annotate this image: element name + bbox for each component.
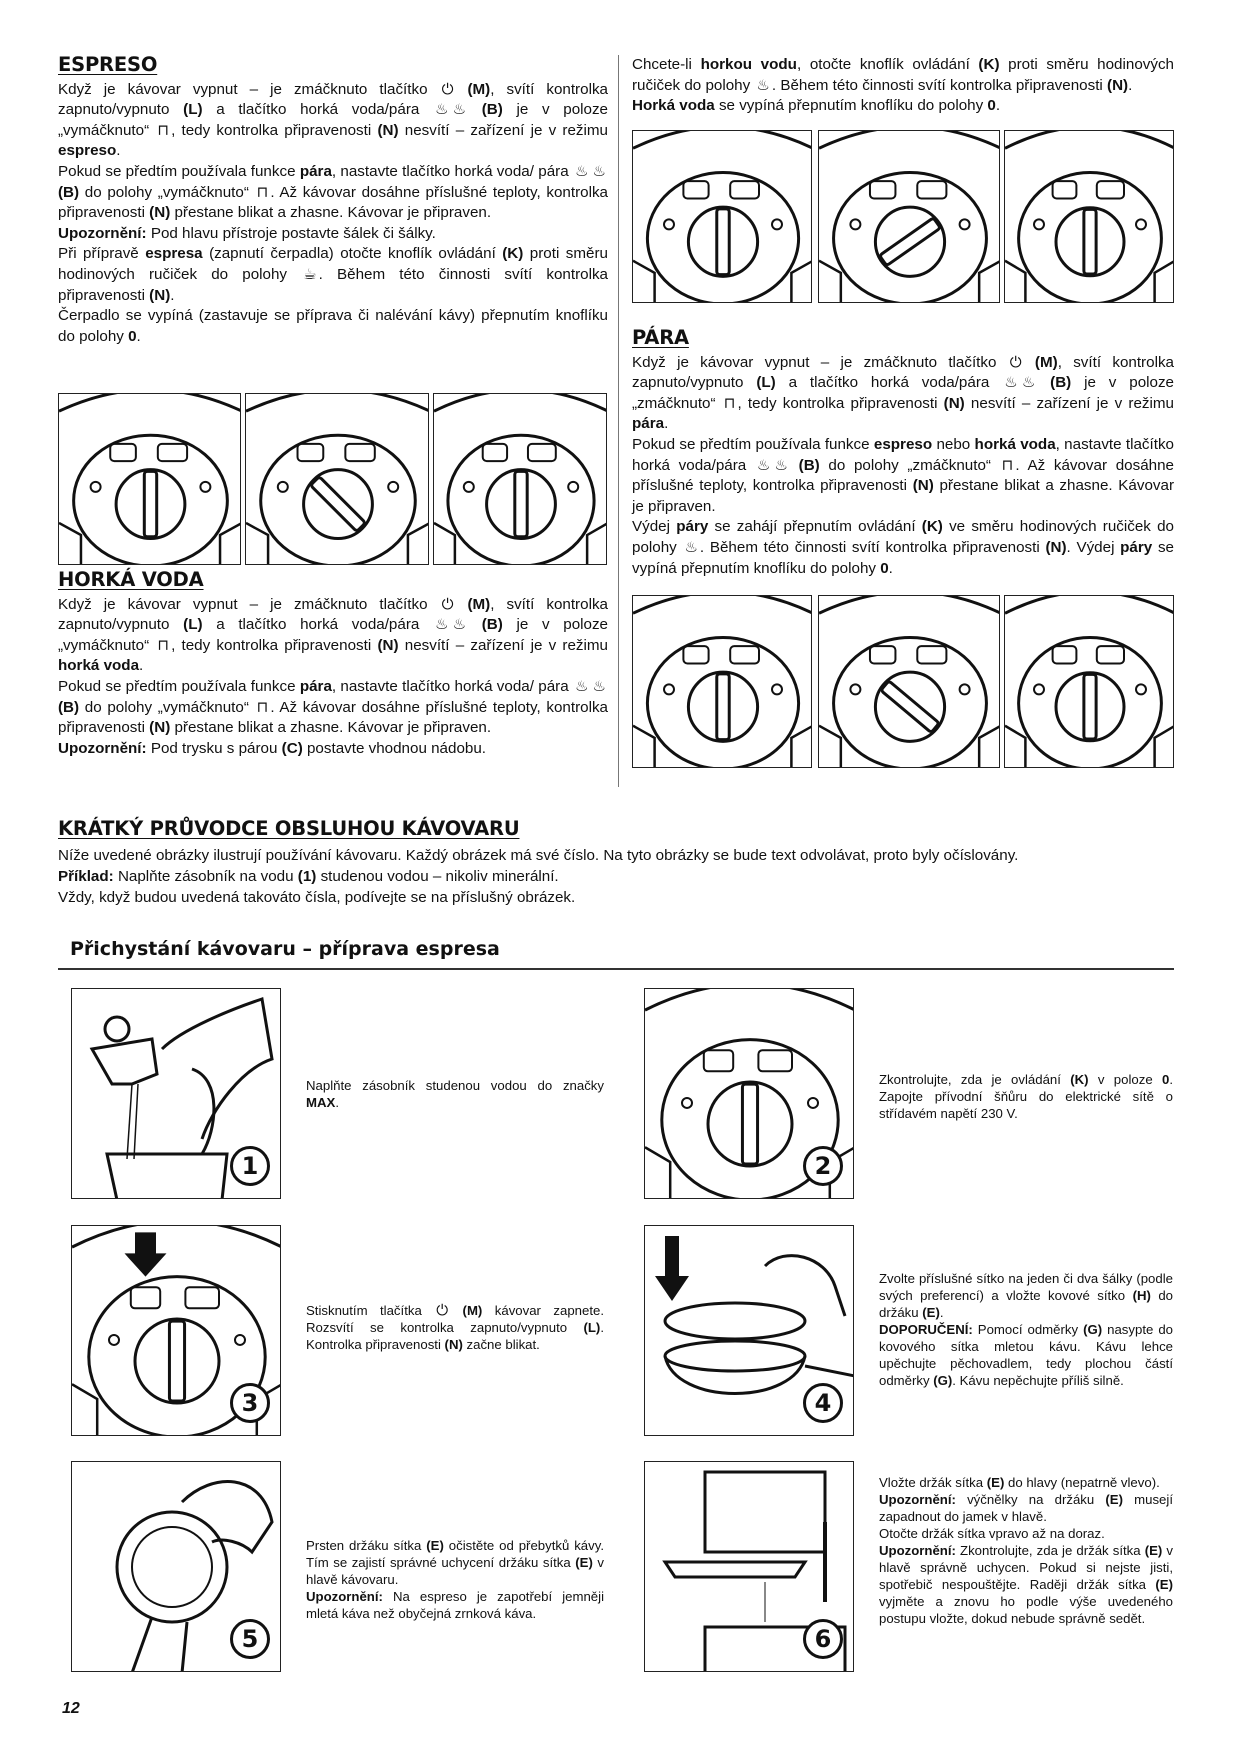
control-dial-illustration bbox=[434, 394, 607, 565]
step-3-paragraph: Stisknutím tlačítka ⏻ (M) kávovar zapnete. Rozsvítí se kontrolka zapnuto/vypnuto (L). Kontrolka připravenosti (N) začne blikat. bbox=[306, 1302, 604, 1352]
step-figure-2 bbox=[644, 988, 854, 1199]
control-dial-illustration bbox=[246, 394, 429, 565]
horka-voda-dial-figure-1 bbox=[632, 130, 812, 303]
espreso-dial-figure-1 bbox=[58, 393, 241, 565]
guide-p1: Níže uvedené obrázky ilustrují používání kávovaru. Každý obrázek má své číslo. Na tyto obrázky se bude text odvolávat, proto byly očíslovány. bbox=[58, 847, 1019, 864]
para-p2: Pokud se předtím používala funkce espreso nebo horká voda, nastavte tlačítko horká voda/pára ♨ ♨ (B) do polohy „zmáčknuto“ ⊓ . Až kávovar dosáhne příslušné teploty, kontrolka připravenosti (N) přestane blikat a zhasne. Kávovar je připraven. bbox=[632, 435, 1175, 515]
espreso-dial-figure-2 bbox=[245, 393, 429, 565]
horka-voda-dial-figure-2 bbox=[818, 130, 1000, 303]
step-6-paragraph-4: Upozornění: Zkontrolujte, zda je držák sítka (E) v hlavě správně uchycen. Pokud si nejste jisti, spotřebič nespouštějte. Raději držák sítka (E) vyjměte a znovu ho podle výše uvedeného postupu vložte, dokud nebude správně sedět. bbox=[879, 1543, 1174, 1626]
guide-title: KRÁTKÝ PRŮVODCE OBSLUHOU KÁVOVARU bbox=[58, 817, 520, 840]
step-text-5 bbox=[306, 1537, 604, 1622]
horka-voda-cont-p2: Horká voda se vypíná přepnutím knoflíku do polohy 0. bbox=[632, 97, 1001, 115]
inline-symbol-icon: ♨ bbox=[684, 538, 698, 556]
para-section bbox=[632, 328, 1174, 579]
para-dial-figure-2 bbox=[818, 595, 1000, 768]
inline-symbol-icon: ♨ ♨ bbox=[574, 162, 606, 180]
horka-voda-cont-p1: Chcete-li horkou vodu, otočte knoflík ovládání (K) proti směru hodinových ručiček do polohy ♨ . Během této činnosti svítí kontrolka připravenosti (N). bbox=[632, 55, 1174, 96]
step-6-paragraph-3: Otočte držák sítka vpravo až na doraz. bbox=[879, 1526, 1105, 1541]
inline-symbol-icon: ⏻ bbox=[441, 595, 454, 613]
para-dial-figure-3 bbox=[1004, 595, 1174, 768]
espreso-p2: Pokud se předtím používala funkce pára, nastavte tlačítko horká voda/ pára ♨ ♨ (B) do polohy „vymáčknuto“ ⊓ . Až kávovar dosáhne příslušné teploty, kontrolka připravenosti (N) přestane blikat a zhasne. Kávovar je připraven. bbox=[58, 162, 608, 222]
step-text-6 bbox=[879, 1474, 1173, 1627]
step-6-paragraph-2: Upozornění: výčnělky na držáku (E) musejí zapadnout do jamek v hlavě. bbox=[879, 1492, 1173, 1524]
horka-voda-p1: Když je kávovar vypnut – je zmáčknuto tlačítko ⏻ (M), svítí kontrolka zapnuto/vypnuto (L) a tlačítko horká voda/pára ♨ ♨ (B) je v poloze „vymáčknuto“ ⊓ , tedy kontrolka připravenosti (N) nesvítí – zařízení je v režimu horká voda. bbox=[58, 595, 609, 675]
espreso-dial-figure-3 bbox=[433, 393, 607, 565]
step-1-paragraph: Naplňte zásobník studenou vodou do značky MAX. bbox=[306, 1078, 604, 1110]
step-2-paragraph: Zkontrolujte, zda je ovládání (K) v poloze 0. Zapojte přívodní šňůru do elektrické sítě o střídavém napětí 230 V. bbox=[879, 1072, 1173, 1121]
step-5-paragraph-2: Upozornění: Na espreso je zapotřebí jemněji mletá káva než obyčejná zrnková káva. bbox=[306, 1589, 604, 1621]
para-title: PÁRA bbox=[632, 326, 689, 349]
step-number-2: 2 bbox=[803, 1146, 843, 1186]
inline-symbol-icon: ⊓ bbox=[157, 121, 170, 139]
step-text-4 bbox=[879, 1270, 1173, 1389]
inline-symbol-icon: ⏻ bbox=[1009, 353, 1022, 371]
step-number-6: 6 bbox=[803, 1619, 843, 1659]
step-4-paragraph-2: DOPORUČENÍ: Pomocí odměrky (G) nasypte do kovového sítka mletou kávu. Kávu lehce upěchujte pěchovadlem, tedy plochou částí odměrky (G). Kávu nepěchujte příliš silně. bbox=[879, 1322, 1173, 1388]
espreso-title: ESPRESO bbox=[58, 53, 158, 76]
step-6-paragraph-1: Vložte držák sítka (E) do hlavy (nepatrně vlevo). bbox=[879, 1475, 1160, 1490]
inline-symbol-icon: ♨ ♨ bbox=[435, 616, 467, 634]
inline-symbol-icon: ⏻ bbox=[436, 1302, 449, 1319]
step-5-paragraph-1: Prsten držáku sítka (E) očistěte od přebytků kávy. Tím se zajistí správné uchycení držáku sítka (E) v hlavě kávovaru. bbox=[306, 1538, 605, 1587]
horka-voda-section bbox=[58, 570, 608, 759]
step-figure-3 bbox=[71, 1225, 281, 1436]
step-text-2 bbox=[879, 1071, 1173, 1122]
control-dial-illustration bbox=[59, 394, 241, 565]
horka-voda-continued bbox=[632, 55, 1174, 117]
inline-symbol-icon: ⏻ bbox=[441, 80, 454, 98]
step-figure-5 bbox=[71, 1461, 281, 1672]
inline-symbol-icon: ♨ ♨ bbox=[435, 101, 467, 119]
horka-voda-p2: Pokud se předtím používala funkce pára, nastavte tlačítko horká voda/ pára ♨ ♨ (B) do polohy „vymáčknuto“ ⊓ . Až kávovar dosáhne příslušné teploty, kontrolka připravenosti (N) přestane blikat a zhasne. Kávovar je připraven. bbox=[58, 677, 608, 737]
control-dial-illustration bbox=[1005, 596, 1174, 768]
step-number-4: 4 bbox=[803, 1383, 843, 1423]
espreso-section bbox=[58, 55, 608, 347]
inline-symbol-icon: ♨ ♨ bbox=[756, 456, 788, 474]
inline-symbol-icon: ♨ ♨ bbox=[574, 677, 606, 695]
inline-symbol-icon: ⊓ bbox=[157, 636, 170, 654]
inline-symbol-icon: ⊓ bbox=[256, 183, 269, 201]
espreso-p4: Při přípravě espresa (zapnutí čerpadla) otočte knoflík ovládání (K) proti směru hodinových ručiček do polohy ☕ . Během této činnosti svítí kontrolka připravenosti (N). bbox=[58, 245, 608, 304]
step-4-paragraph-1: Zvolte příslušné sítko na jeden či dva šálky (podle svých preferencí) a vložte kovové sítko (H) do držáku (E). bbox=[879, 1271, 1173, 1320]
page-number: 12 bbox=[62, 1700, 80, 1717]
espreso-p3: Upozornění: Pod hlavu přístroje postavte šálek či šálky. bbox=[58, 224, 436, 242]
inline-symbol-icon: ⊓ bbox=[1001, 456, 1014, 474]
guide-section bbox=[58, 818, 1178, 908]
control-dial-illustration bbox=[633, 596, 812, 768]
control-dial-illustration bbox=[1005, 131, 1174, 303]
para-p3: Výdej páry se zahájí přepnutím ovládání (K) ve směru hodinových ručiček do polohy ♨ . Během této činnosti svítí kontrolka připravenosti (N). Výdej páry se vypíná přepnutím knoflíku do polohy 0. bbox=[632, 518, 1175, 577]
horka-voda-p3: Upozornění: Pod trysku s párou (C) postavte vhodnou nádobu. bbox=[58, 739, 487, 757]
control-dial-illustration bbox=[633, 131, 812, 303]
para-dial-figure-1 bbox=[632, 595, 812, 768]
horka-voda-title: HORKÁ VODA bbox=[58, 568, 204, 591]
step-number-3: 3 bbox=[230, 1383, 270, 1423]
step-text-1 bbox=[306, 1077, 604, 1111]
step-number-1: 1 bbox=[230, 1146, 270, 1186]
step-figure-4 bbox=[644, 1225, 854, 1436]
inline-symbol-icon: ☕ bbox=[303, 265, 317, 283]
column-divider bbox=[618, 55, 619, 787]
guide-p2: Příklad: Naplňte zásobník na vodu (1) studenou vodou – nikoliv minerální. bbox=[58, 868, 559, 885]
inline-symbol-icon: ♨ bbox=[756, 76, 770, 94]
horka-voda-dial-figure-3 bbox=[1004, 130, 1174, 303]
para-p1: Když je kávovar vypnut – je zmáčknuto tlačítko ⏻ (M), svítí kontrolka zapnuto/vypnuto (L) a tlačítko horká voda/pára ♨ ♨ (B) je v poloze „zmáčknuto“ ⊓ , tedy kontrolka připravenosti (N) nesvítí – zařízení je v režimu pára. bbox=[632, 353, 1174, 433]
step-figure-1 bbox=[71, 988, 281, 1199]
control-dial-illustration bbox=[819, 596, 1000, 768]
espreso-p5: Čerpadlo se vypíná (zastavuje se příprava či nalévání kávy) přepnutím knoflíku do polohy 0. bbox=[58, 307, 608, 345]
step-number-5: 5 bbox=[230, 1619, 270, 1659]
step-text-3 bbox=[306, 1302, 604, 1353]
guide-subtitle: Přichystání kávovaru – příprava espresa bbox=[70, 938, 500, 960]
inline-symbol-icon: ♨ ♨ bbox=[1004, 374, 1036, 392]
control-dial-illustration bbox=[819, 131, 1000, 303]
inline-symbol-icon: ⊓ bbox=[256, 698, 269, 716]
subtitle-rule bbox=[58, 968, 1174, 970]
inline-symbol-icon: ⊓ bbox=[723, 394, 736, 412]
guide-p3: Vždy, když budou uvedená takováto čísla, podívejte se na příslušný obrázek. bbox=[58, 889, 576, 906]
espreso-p1: Když je kávovar vypnut – je zmáčknuto tlačítko ⏻ (M), svítí kontrolka zapnuto/vypnuto (L) a tlačítko horká voda/pára ♨ ♨ (B) je v poloze „vymáčknuto“ ⊓ , tedy kontrolka připravenosti (N) nesvítí – zařízení je v režimu espreso. bbox=[58, 80, 609, 160]
step-figure-6 bbox=[644, 1461, 854, 1672]
